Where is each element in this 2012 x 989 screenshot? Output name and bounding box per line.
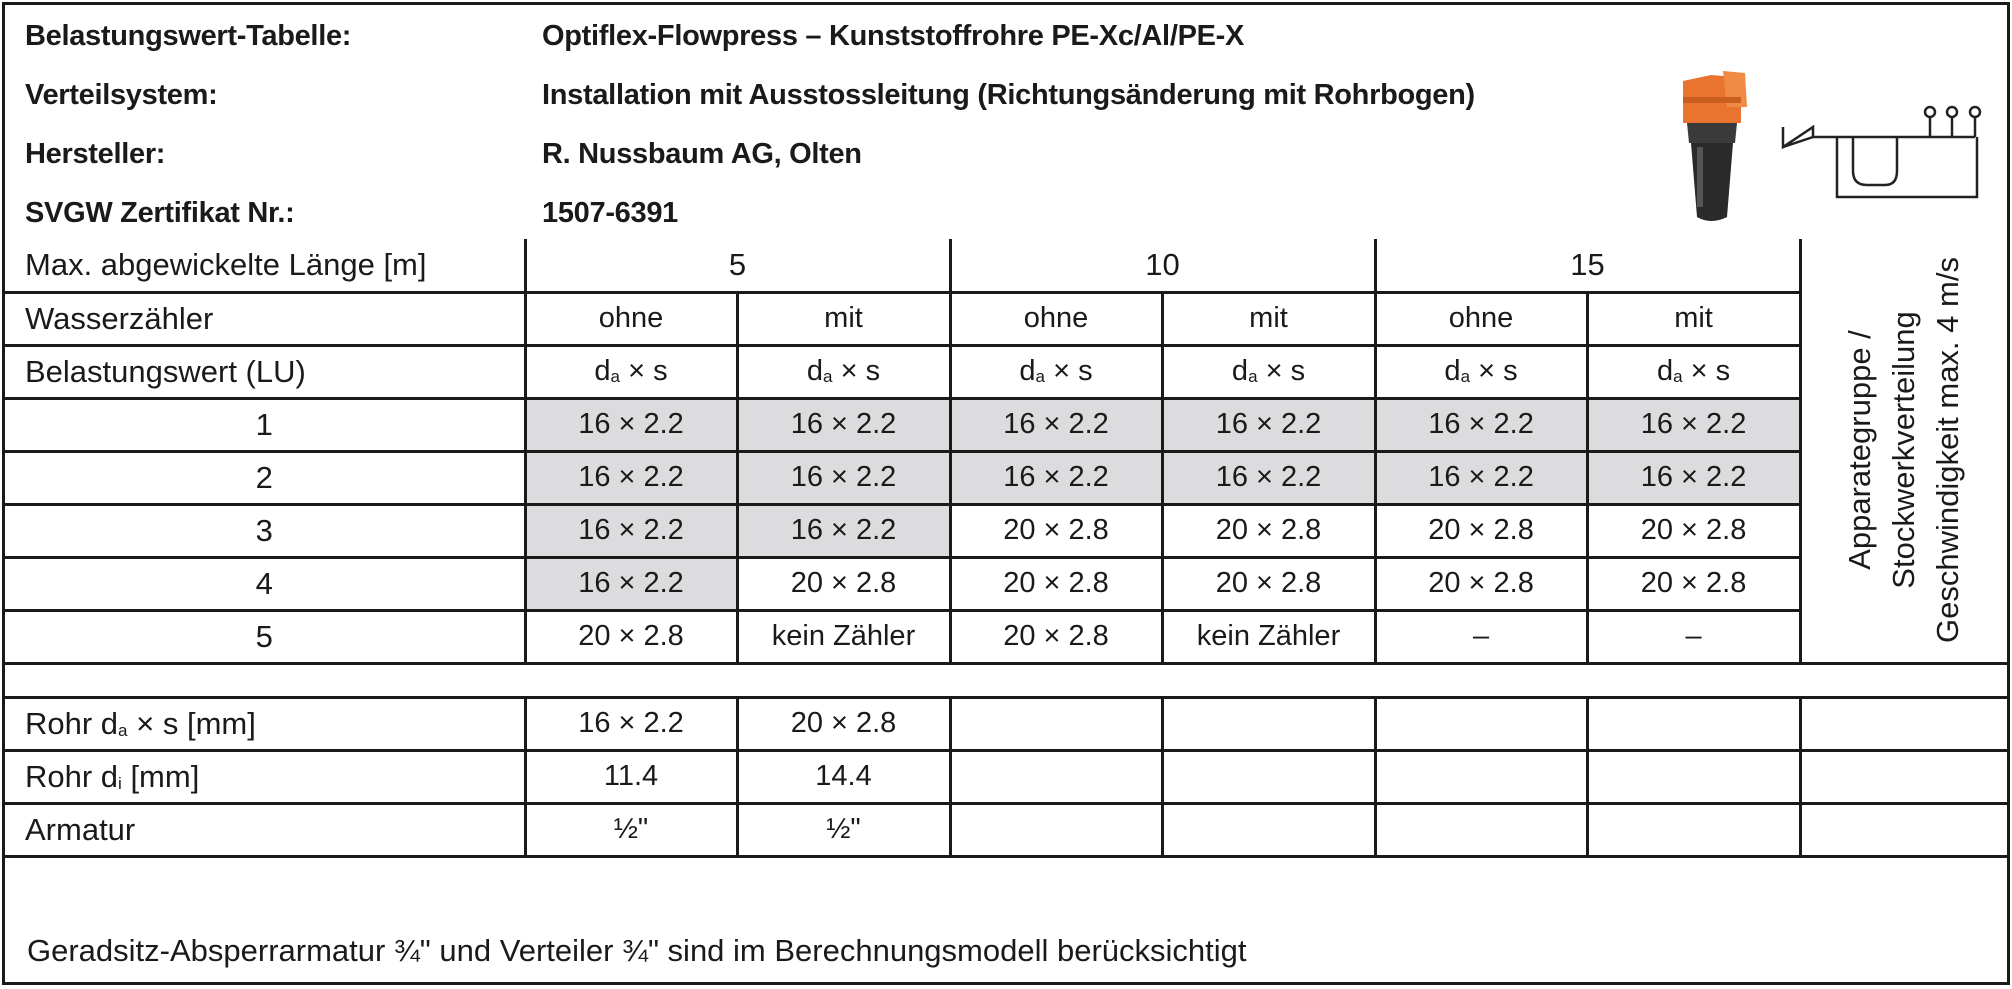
length-15-header: 15	[1375, 239, 1800, 292]
side-note-cell	[1800, 239, 2007, 663]
pipe-size-cell: 16 × 2.2	[1375, 398, 1587, 451]
length-5-header: 5	[525, 239, 950, 292]
header-value-certificate: 1507-6391	[542, 197, 678, 229]
empty-cell	[1587, 803, 1800, 856]
meter-option: mit	[1162, 292, 1375, 345]
empty-cell	[1375, 697, 1587, 750]
meter-label: Wasserzähler	[5, 292, 525, 345]
empty-cell	[1162, 750, 1375, 803]
pipe-size-cell: 16 × 2.2	[525, 557, 737, 610]
load-value-sheet	[2, 2, 2010, 985]
meter-row	[5, 292, 2007, 345]
dimension-header: $d_a \times s$	[1375, 345, 1587, 398]
empty-cell	[1800, 803, 2007, 856]
pipe-size-cell: 20 × 2.8	[1587, 557, 1800, 610]
pipe-size-cell: 16 × 2.2	[1587, 398, 1800, 451]
pipe-size-cell: –	[1375, 610, 1587, 663]
table-row	[5, 398, 2007, 451]
empty-cell	[950, 697, 1162, 750]
pipe-size-cell: 20 × 2.8	[950, 557, 1162, 610]
lu-value: 5	[5, 610, 525, 663]
header-label-certificate: SVGW Zertifikat Nr.:	[25, 197, 295, 229]
pipe-size-cell: 20 × 2.8	[1587, 504, 1800, 557]
footer-note: Geradsitz-Absperrarmatur ¾" und Verteiler ¾" sind im Berechnungsmodell berücksichtigt	[27, 933, 1247, 968]
pipe-size-cell: 20 × 2.8	[1375, 504, 1587, 557]
lu-label: Belastungswert (LU)	[5, 345, 525, 398]
pipe-size-cell: 20 × 2.8	[950, 504, 1162, 557]
side-note-line-3: Geschwindigkeit max. 4 m/s	[1930, 257, 1966, 644]
header-label-manufacturer: Hersteller:	[25, 138, 166, 170]
pipe-size-cell: 16 × 2.2	[737, 504, 950, 557]
lu-value: 1	[5, 398, 525, 451]
pipe-size-cell: 16 × 2.2	[1162, 451, 1375, 504]
pipe-size-cell: 20 × 2.8	[525, 610, 737, 663]
pipe-inner-row	[5, 750, 2007, 803]
spacer-row	[5, 663, 2007, 697]
dimension-header: $d_a \times s$	[1162, 345, 1375, 398]
length-label: Max. abgewickelte Länge [m]	[5, 239, 525, 292]
meter-option: mit	[1587, 292, 1800, 345]
length-row	[5, 239, 2007, 292]
fitting-value: ½"	[525, 803, 737, 856]
header-value-table: Optiflex-Flowpress – Kunststoffrohre PE-Xc/Al/PE-X	[542, 20, 1245, 52]
empty-cell	[1375, 803, 1587, 856]
meter-option: ohne	[525, 292, 737, 345]
pipe-outer-label: Rohr $d_a \times s$ [mm]	[5, 697, 525, 750]
header-label-table: Belastungswert-Tabelle:	[25, 20, 352, 52]
empty-cell	[1800, 697, 2007, 750]
side-note-line-1: Apparategruppe /	[1842, 330, 1878, 571]
pipe-outer-value: 16 × 2.2	[525, 697, 737, 750]
spacer-cell	[5, 663, 2007, 697]
pipe-size-cell: 20 × 2.8	[1162, 504, 1375, 557]
lu-value: 3	[5, 504, 525, 557]
fitting-value: ½"	[737, 803, 950, 856]
empty-cell	[1162, 803, 1375, 856]
table-row	[5, 557, 2007, 610]
empty-cell	[1375, 750, 1587, 803]
pipe-size-cell: 16 × 2.2	[950, 398, 1162, 451]
lu-value: 2	[5, 451, 525, 504]
header-value-system: Installation mit Ausstossleitung (Richtungsänderung mit Rohrbogen)	[542, 79, 1475, 111]
dimension-header: $d_a \times s$	[737, 345, 950, 398]
lu-value: 4	[5, 557, 525, 610]
empty-cell	[1800, 750, 2007, 803]
pipe-fitting-icon	[1683, 71, 1747, 221]
dimension-header: $d_a \times s$	[1587, 345, 1800, 398]
pipe-size-cell: 16 × 2.2	[525, 504, 737, 557]
dimension-header: $d_a \times s$	[525, 345, 737, 398]
pipe-size-cell: –	[1587, 610, 1800, 663]
load-value-table	[5, 239, 2007, 925]
side-note	[1838, 257, 1970, 643]
pipe-size-cell: 20 × 2.8	[737, 557, 950, 610]
pipe-size-cell: 16 × 2.2	[950, 451, 1162, 504]
meter-option: ohne	[1375, 292, 1587, 345]
pipe-size-cell: kein Zähler	[1162, 610, 1375, 663]
empty-cell	[1587, 750, 1800, 803]
header-value-manufacturer: R. Nussbaum AG, Olten	[542, 138, 862, 170]
dimension-header: $d_a \times s$	[950, 345, 1162, 398]
empty-cell	[1587, 697, 1800, 750]
empty-cell	[950, 803, 1162, 856]
pipe-size-cell: kein Zähler	[737, 610, 950, 663]
table-row	[5, 451, 2007, 504]
footer	[5, 925, 2007, 982]
pipe-size-cell: 16 × 2.2	[525, 451, 737, 504]
pipe-size-cell: 16 × 2.2	[1587, 451, 1800, 504]
pipe-size-cell: 16 × 2.2	[1162, 398, 1375, 451]
meter-option: ohne	[950, 292, 1162, 345]
pipe-size-cell: 16 × 2.2	[737, 451, 950, 504]
pipe-inner-label: Rohr $d_i$ [mm]	[5, 750, 525, 803]
pipe-size-cell: 16 × 2.2	[525, 398, 737, 451]
sheet-header	[5, 5, 2007, 238]
pipe-outer-value: 20 × 2.8	[737, 697, 950, 750]
pipe-inner-value: 14.4	[737, 750, 950, 803]
pipe-outer-row	[5, 697, 2007, 750]
header-images	[1675, 67, 2005, 227]
fitting-label: Armatur	[5, 803, 525, 856]
side-note-line-2: Stockwerkverteilung	[1886, 311, 1922, 589]
empty-cell	[1162, 697, 1375, 750]
length-10-header: 10	[950, 239, 1375, 292]
pipe-layout-diagram-icon	[1783, 107, 1980, 197]
lu-row	[5, 345, 2007, 398]
pipe-size-cell: 16 × 2.2	[1375, 451, 1587, 504]
table-row	[5, 610, 2007, 663]
pipe-size-cell: 20 × 2.8	[1162, 557, 1375, 610]
table-row	[5, 504, 2007, 557]
meter-option: mit	[737, 292, 950, 345]
pipe-size-cell: 20 × 2.8	[1375, 557, 1587, 610]
empty-cell	[950, 750, 1162, 803]
pipe-size-cell: 16 × 2.2	[737, 398, 950, 451]
pipe-inner-value: 11.4	[525, 750, 737, 803]
pipe-size-cell: 20 × 2.8	[950, 610, 1162, 663]
fitting-row	[5, 803, 2007, 856]
header-label-system: Verteilsystem:	[25, 79, 218, 111]
